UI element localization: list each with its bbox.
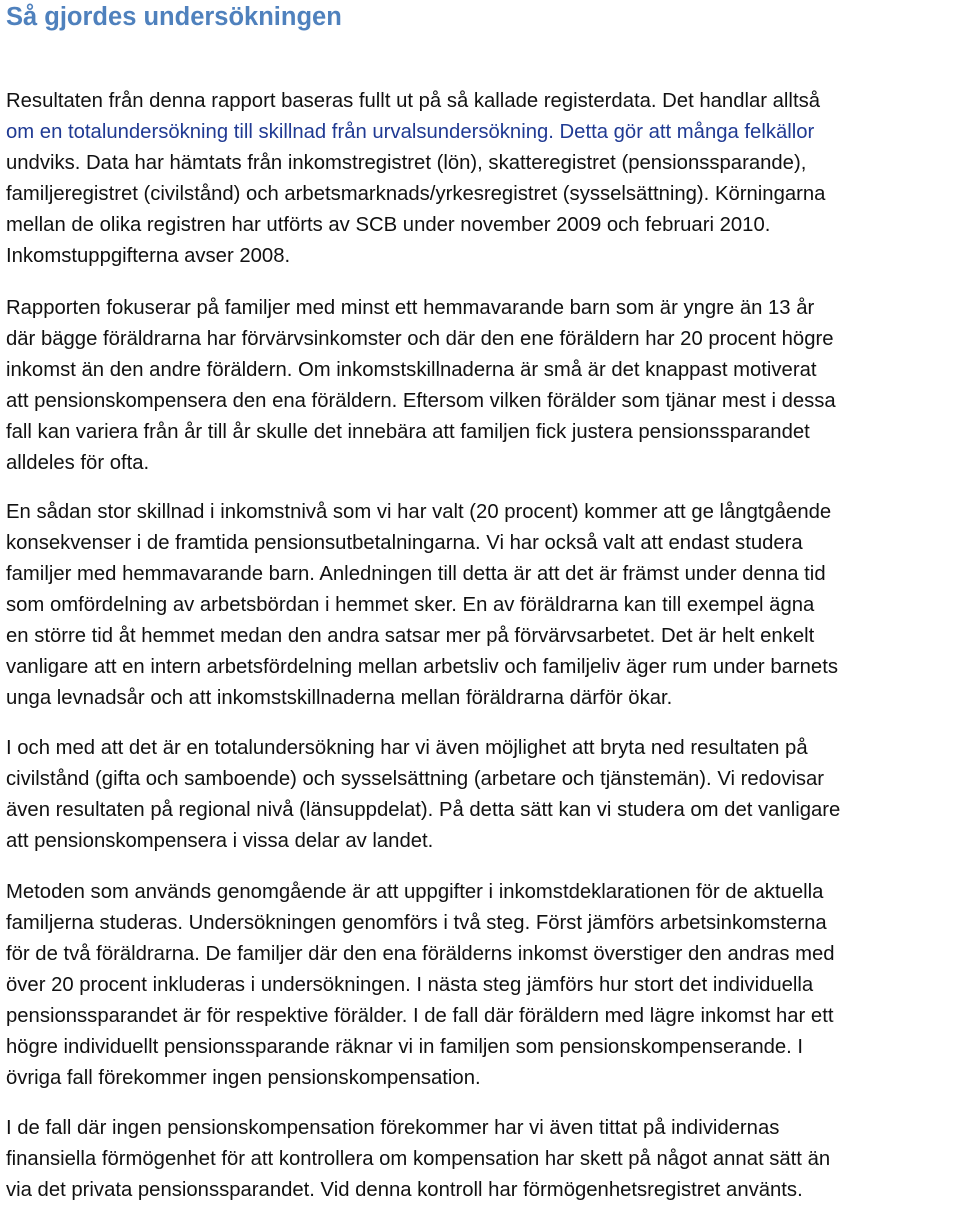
text-line: familjer med hemmavarande barn. Anledningen till detta är att det är främst under denna tid (6, 563, 826, 585)
text-line: där bägge föräldrarna har förvärvsinkomster och där den ene föräldern har 20 procent högre (6, 328, 834, 350)
text-line: unga levnadsår och att inkomstskillnaderna mellan föräldrarna därför ökar. (6, 687, 673, 709)
text-line: inkomst än den andre föräldern. Om inkomstskillnaderna är små är det knappast motiverat (6, 359, 817, 381)
text-line: via det privata pensionssparandet. Vid denna kontroll har förmögenhetsregistret använts. (6, 1179, 803, 1201)
text-line: Rapporten fokuserar på familjer med minst ett hemmavarande barn som är yngre än 13 år (6, 297, 815, 319)
text-line: Resultaten från denna rapport baseras fullt ut på så kallade registerdata. Det handlar alltså (6, 90, 820, 112)
text-line: att pensionskompensera den ena föräldern. Eftersom vilken förälder som tjänar mest i dessa (6, 390, 836, 412)
paragraph-registerdata (6, 86, 825, 272)
text-line: över 20 procent inkluderas i undersökningen. I nästa steg jämförs hur stort det individuella (6, 974, 814, 996)
text-line: pensionssparandet är för respektive förälder. I de fall där föräldern med lägre inkomst har ett (6, 1005, 834, 1027)
text-line: I de fall där ingen pensionskompensation förekommer har vi även tittat på individernas (6, 1117, 780, 1139)
text-line: civilstånd (gifta och samboende) och sysselsättning (arbetare och tjänstemän). Vi redovisar (6, 768, 825, 790)
text-line: familjeregistret (civilstånd) och arbetsmarknads/yrkesregistret (sysselsättning). Körningarna (6, 183, 826, 205)
text-line: Inkomstuppgifterna avser 2008. (6, 245, 291, 267)
text-line: högre individuellt pensionssparande räknar vi in familjen som pensionskompenserande. I (6, 1036, 804, 1058)
text-line: att pensionskompensera i vissa delar av landet. (6, 830, 434, 852)
text-line: undviks. Data har hämtats från inkomstregistret (lön), skatteregistret (pensionssparande), (6, 152, 807, 174)
paragraph-breakdown (6, 733, 840, 857)
text-line: vanligare att en intern arbetsfördelning mellan arbetsliv och familjeliv äger rum under barnets (6, 656, 838, 678)
text-line: för de två föräldrarna. De familjer där den ena förälderns inkomst överstiger den andras med (6, 943, 835, 965)
text-line: mellan de olika registren har utförts av SCB under november 2009 och februari 2010. (6, 214, 771, 236)
text-line: om en totalundersökning till skillnad från urvalsundersökning. Detta gör att många felkällor (6, 121, 815, 143)
text-line: finansiella förmögenhet för att kontrollera om kompensation har skett på något annat sätt än (6, 1148, 831, 1170)
paragraph-income-difference (6, 497, 838, 714)
text-line: övriga fall förekommer ingen pensionskompensation. (6, 1067, 481, 1089)
text-line: som omfördelning av arbetsbördan i hemmet sker. En av föräldrarna kan till exempel ägna (6, 594, 815, 616)
text-line: En sådan stor skillnad i inkomstnivå som vi har valt (20 procent) kommer att ge långtgående (6, 501, 832, 523)
paragraph-method (6, 877, 835, 1094)
text-line: även resultaten på regional nivå (länsuppdelat). På detta sätt kan vi studera om det vanligare (6, 799, 841, 821)
text-line: alldeles för ofta. (6, 452, 150, 474)
text-line: I och med att det är en totalundersökning har vi även möjlighet att bryta ned resultaten på (6, 737, 808, 759)
paragraph-wealth-check (6, 1113, 830, 1206)
text-line: konsekvenser i de framtida pensionsutbetalningarna. Vi har också valt att endast studera (6, 532, 803, 554)
text-line: familjerna studeras. Undersökningen genomförs i två steg. Först jämförs arbetsinkomsterna (6, 912, 827, 934)
text-line: en större tid åt hemmet medan den andra satsar mer på förvärvsarbetet. Det är helt enkelt (6, 625, 815, 647)
paragraph-focus (6, 293, 836, 479)
text-line: fall kan variera från år till år skulle det innebära att familjen fick justera pensionssparandet (6, 421, 810, 443)
text-line: Metoden som används genomgående är att uppgifter i inkomstdeklarationen för de aktuella (6, 881, 824, 903)
document-heading: Så gjordes undersökningen (6, 3, 342, 31)
